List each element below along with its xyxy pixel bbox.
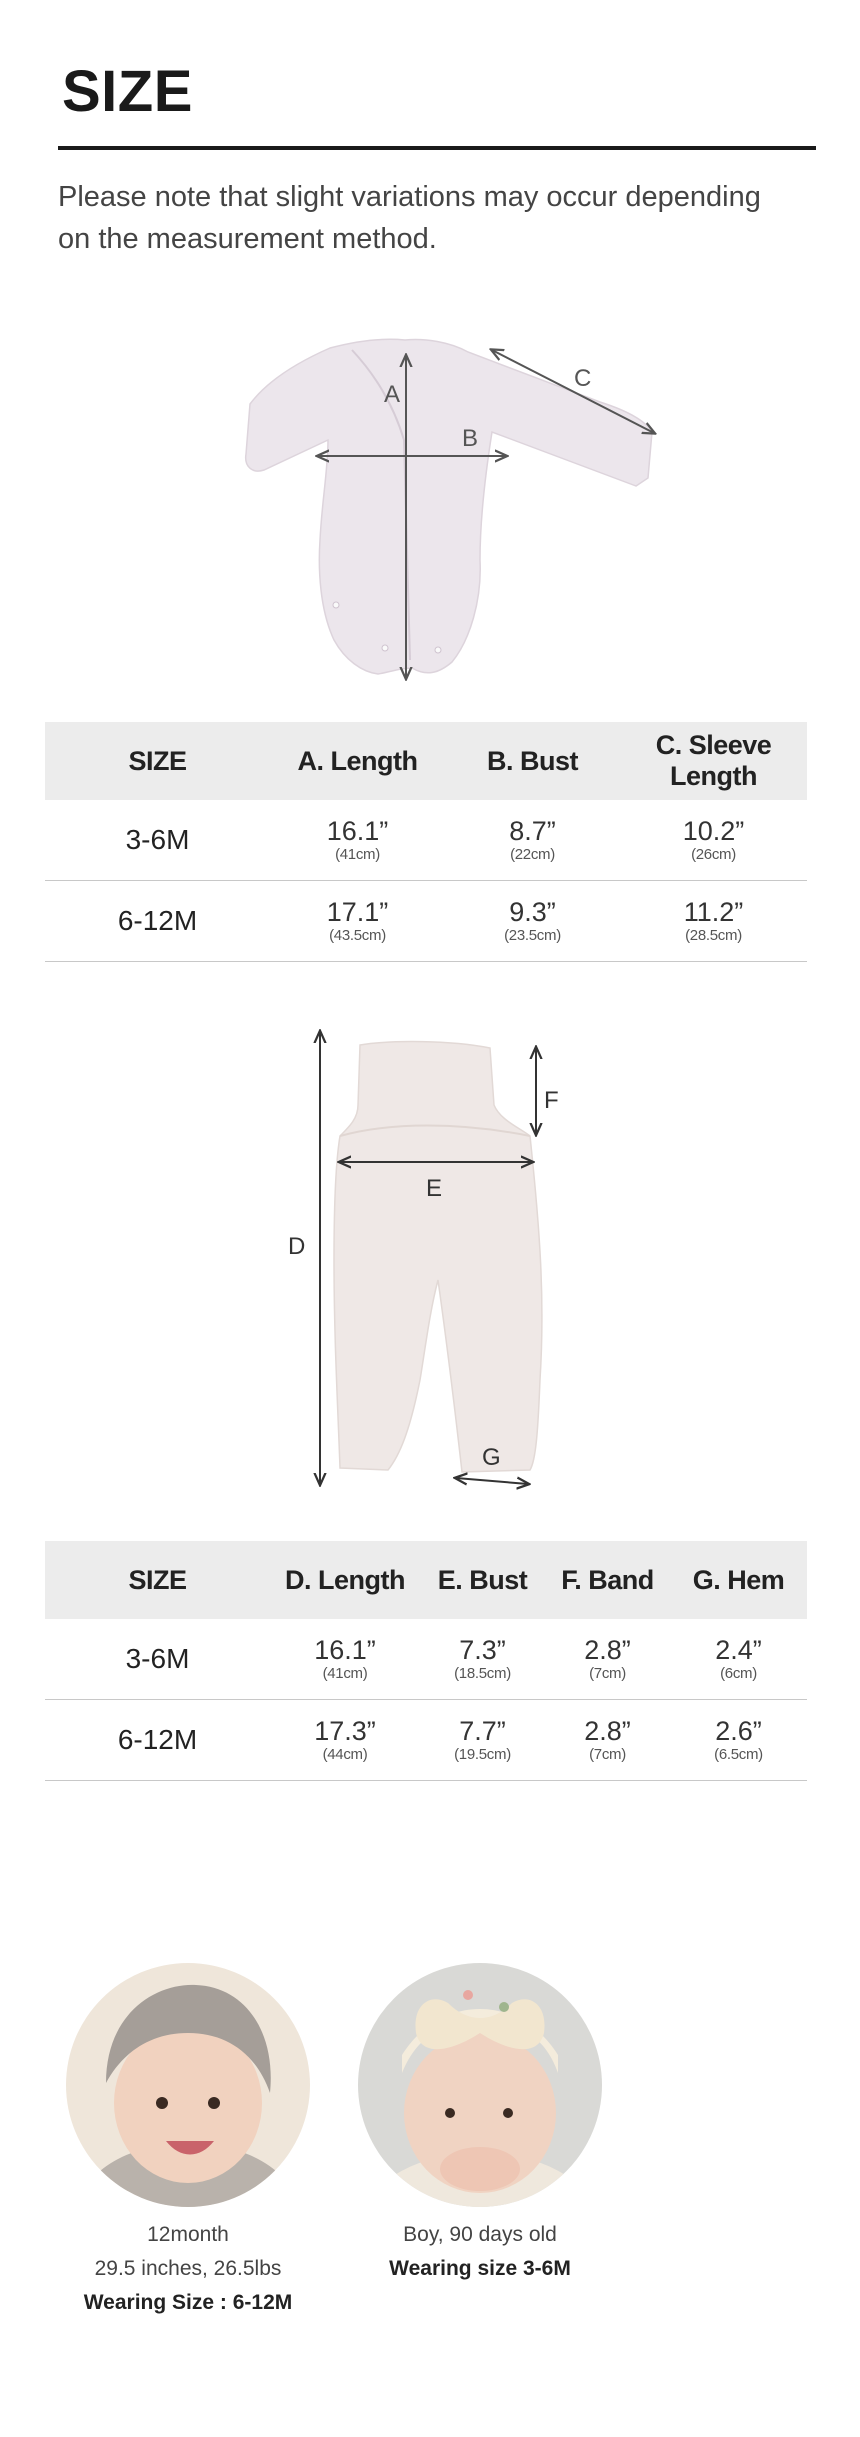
label-e: E [426,1175,443,1202]
cm-value: (44cm) [322,1746,368,1763]
cm-value: (23.5cm) [504,927,561,944]
col-header: B. Bust [445,722,620,800]
pants-diagram [0,1010,860,1510]
size-cell: 6-12M [45,1700,270,1781]
caption-wearing-size: Wearing size 3-6M [389,2257,571,2280]
caption-age: Boy, 90 days old [403,2223,557,2246]
caption-wearing-size: Wearing Size : 6-12M [83,2291,293,2314]
cm-value: (7cm) [589,1746,626,1763]
inch-value: 7.7” [459,1716,506,1746]
caption-age: 12month [147,2223,229,2246]
cm-value: (41cm) [322,1665,368,1682]
inch-value: 8.7” [509,816,556,846]
cm-value: (22cm) [510,846,555,863]
cm-value: (28.5cm) [685,927,742,944]
inch-value: 9.3” [509,897,556,927]
label-a: A [384,381,401,408]
col-header: G. Hem [670,1541,807,1619]
model-photo-12month [66,1963,310,2207]
label-b: B [462,425,479,452]
table-header-row [45,1541,807,1619]
cm-value: (18.5cm) [454,1665,511,1682]
caption-measurements: 29.5 inches, 26.5lbs [94,2257,282,2280]
inch-value: 17.3” [314,1716,376,1746]
inch-value: 11.2” [683,897,744,927]
cm-value: (6cm) [720,1665,757,1682]
size-cell: 6-12M [45,881,270,962]
col-header: SIZE [45,722,270,800]
label-d: D [288,1233,306,1260]
table-row [45,800,807,881]
cm-value: (41cm) [335,846,380,863]
col-header: SIZE [45,1541,270,1619]
col-header: D. Length [270,1541,420,1619]
cm-value: (43.5cm) [329,927,386,944]
model-caption-1 [38,2218,338,2320]
inch-value: 2.4” [715,1635,762,1665]
inch-value: 17.1” [326,897,389,927]
cm-value: (26cm) [691,846,736,863]
inch-value: 10.2” [682,816,745,846]
cm-value: (19.5cm) [454,1746,511,1763]
inch-value: 16.1” [314,1635,376,1665]
cm-value: (7cm) [589,1665,626,1682]
size-cell: 3-6M [45,1619,270,1700]
col-header: A. Length [270,722,445,800]
model-photo-90days [358,1963,602,2207]
table-header-row [45,722,807,800]
table-row [45,1700,807,1781]
inch-value: 7.3” [459,1635,506,1665]
col-header: E. Bust [420,1541,545,1619]
label-c: C [574,365,592,392]
bodysuit-diagram [0,0,860,700]
inch-value: 2.8” [584,1635,631,1665]
inch-value: 16.1” [326,816,389,846]
size-cell: 3-6M [45,800,270,881]
measurement-note: Please note that slight variations may occur depending on the measurement method. [58,181,761,255]
pants-illustration [334,1042,542,1472]
inch-value: 2.8” [584,1716,631,1746]
bodysuit-size-table [45,722,807,962]
pants-size-table [45,1541,807,1781]
table-row [45,1619,807,1700]
table-row [45,881,807,962]
model-caption-2 [330,2218,630,2286]
col-header: C. Sleeve Length [620,722,807,800]
label-f: F [544,1087,559,1114]
page-title: SIZE [62,59,193,124]
cm-value: (6.5cm) [714,1746,763,1763]
inch-value: 2.6” [715,1716,762,1746]
label-g: G [482,1444,501,1471]
col-header: F. Band [545,1541,670,1619]
